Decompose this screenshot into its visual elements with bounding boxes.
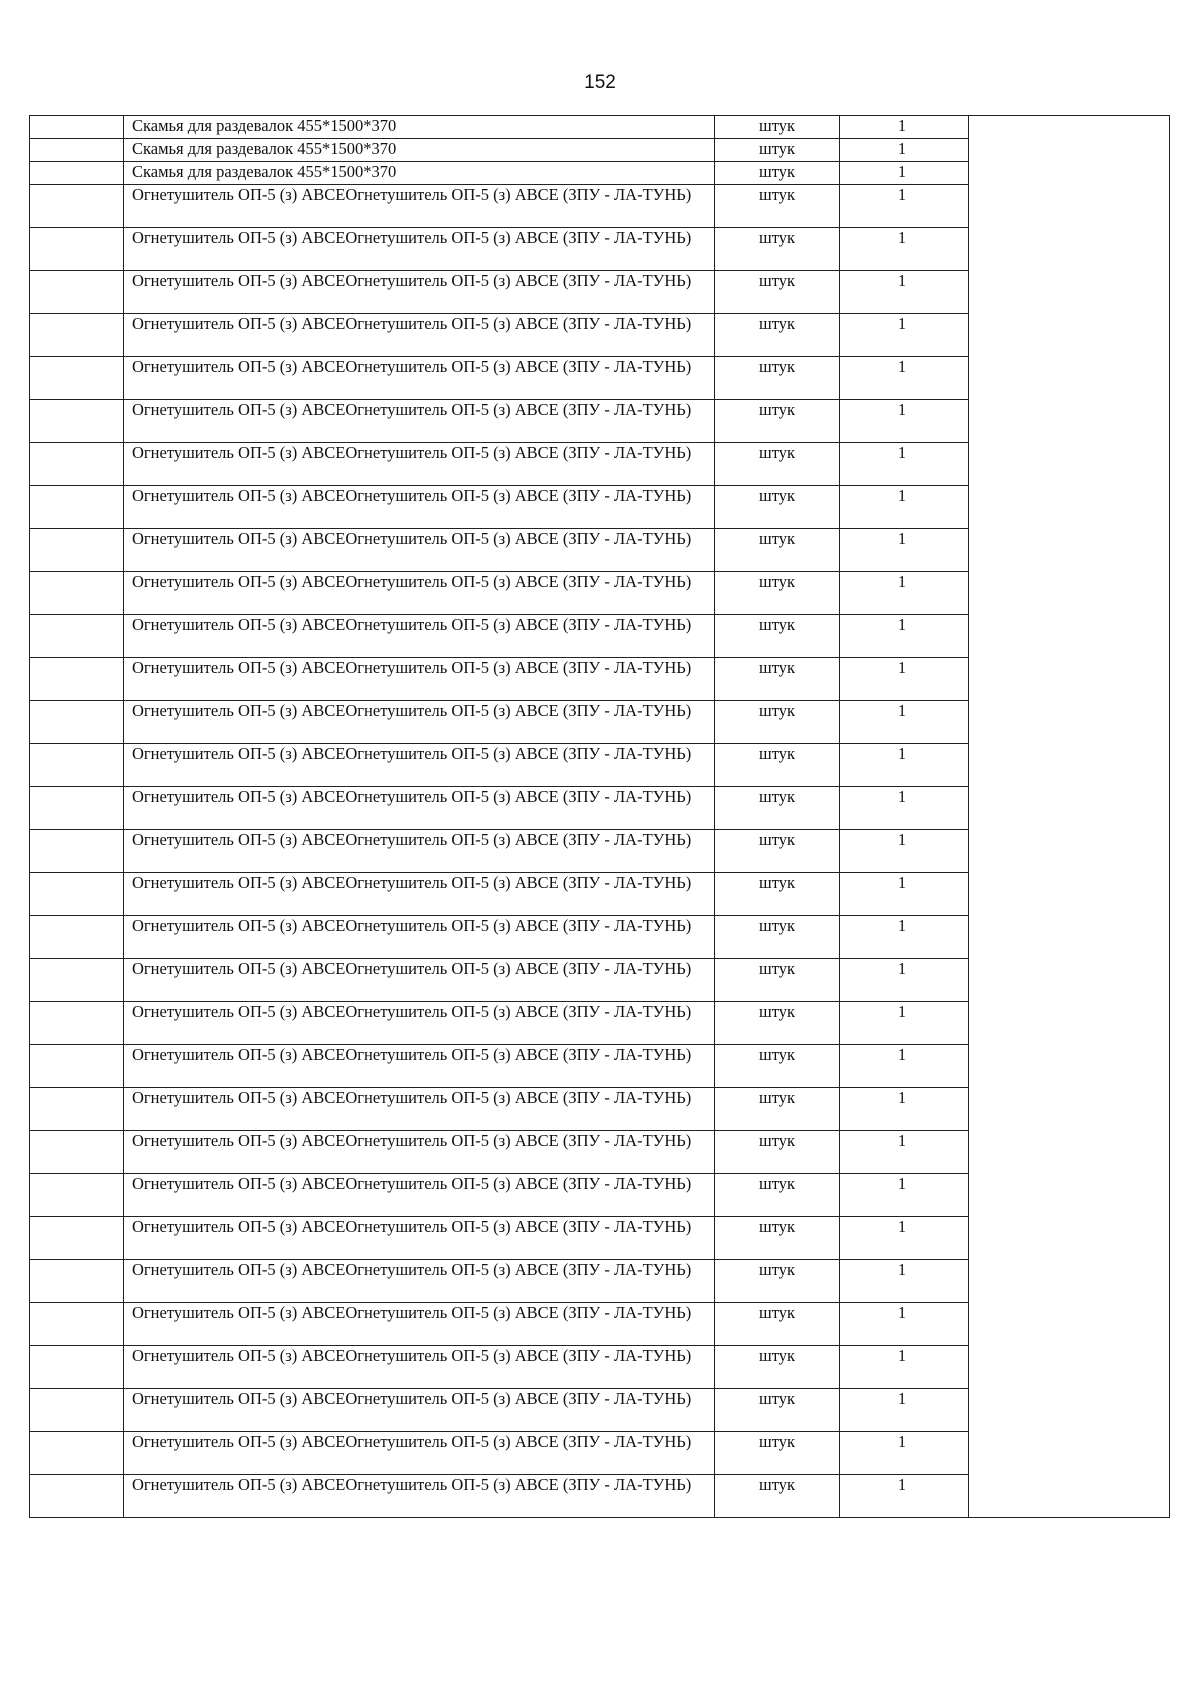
unit-cell: штук	[715, 486, 840, 529]
item-name-cell: Огнетушитель ОП-5 (з) АВСЕОгнетушитель ОП-5 (з) АВСЕ (ЗПУ - ЛА-ТУНЬ)	[124, 830, 715, 873]
quantity-cell: 1	[840, 787, 969, 830]
unit-cell: штук	[715, 1432, 840, 1475]
item-name-cell: Огнетушитель ОП-5 (з) АВСЕОгнетушитель ОП-5 (з) АВСЕ (ЗПУ - ЛА-ТУНЬ)	[124, 1475, 715, 1518]
row-number-cell	[30, 744, 124, 787]
quantity-cell: 1	[840, 1346, 969, 1389]
page-number: 152	[584, 72, 616, 93]
quantity-cell: 1	[840, 1475, 969, 1518]
item-name-cell: Огнетушитель ОП-5 (з) АВСЕОгнетушитель ОП-5 (з) АВСЕ (ЗПУ - ЛА-ТУНЬ)	[124, 572, 715, 615]
quantity-cell: 1	[840, 139, 969, 162]
row-number-cell	[30, 658, 124, 701]
item-name-cell: Огнетушитель ОП-5 (з) АВСЕОгнетушитель ОП-5 (з) АВСЕ (ЗПУ - ЛА-ТУНЬ)	[124, 271, 715, 314]
item-name-cell: Скамья для раздевалок 455*1500*370	[124, 139, 715, 162]
quantity-cell: 1	[840, 1088, 969, 1131]
item-name-cell: Огнетушитель ОП-5 (з) АВСЕОгнетушитель ОП-5 (з) АВСЕ (ЗПУ - ЛА-ТУНЬ)	[124, 658, 715, 701]
unit-cell: штук	[715, 744, 840, 787]
quantity-cell: 1	[840, 916, 969, 959]
item-name-cell: Огнетушитель ОП-5 (з) АВСЕОгнетушитель ОП-5 (з) АВСЕ (ЗПУ - ЛА-ТУНЬ)	[124, 1088, 715, 1131]
quantity-cell: 1	[840, 1260, 969, 1303]
row-number-cell	[30, 916, 124, 959]
unit-cell: штук	[715, 1002, 840, 1045]
quantity-cell: 1	[840, 1303, 969, 1346]
unit-cell: штук	[715, 357, 840, 400]
row-number-cell	[30, 701, 124, 744]
row-number-cell	[30, 271, 124, 314]
row-number-cell	[30, 873, 124, 916]
item-name-cell: Огнетушитель ОП-5 (з) АВСЕОгнетушитель ОП-5 (з) АВСЕ (ЗПУ - ЛА-ТУНЬ)	[124, 1389, 715, 1432]
quantity-cell: 1	[840, 443, 969, 486]
row-number-cell	[30, 1389, 124, 1432]
quantity-cell: 1	[840, 1131, 969, 1174]
item-name-cell: Огнетушитель ОП-5 (з) АВСЕОгнетушитель ОП-5 (з) АВСЕ (ЗПУ - ЛА-ТУНЬ)	[124, 615, 715, 658]
inventory-table	[29, 115, 1170, 1518]
item-name-cell: Скамья для раздевалок 455*1500*370	[124, 116, 715, 139]
quantity-cell: 1	[840, 1389, 969, 1432]
unit-cell: штук	[715, 185, 840, 228]
item-name-cell: Огнетушитель ОП-5 (з) АВСЕОгнетушитель ОП-5 (з) АВСЕ (ЗПУ - ЛА-ТУНЬ)	[124, 1432, 715, 1475]
unit-cell: штук	[715, 787, 840, 830]
row-number-cell	[30, 139, 124, 162]
row-number-cell	[30, 1346, 124, 1389]
quantity-cell: 1	[840, 162, 969, 185]
unit-cell: штук	[715, 228, 840, 271]
row-number-cell	[30, 1217, 124, 1260]
quantity-cell: 1	[840, 400, 969, 443]
item-name-cell: Огнетушитель ОП-5 (з) АВСЕОгнетушитель ОП-5 (з) АВСЕ (ЗПУ - ЛА-ТУНЬ)	[124, 1131, 715, 1174]
item-name-cell: Огнетушитель ОП-5 (з) АВСЕОгнетушитель ОП-5 (з) АВСЕ (ЗПУ - ЛА-ТУНЬ)	[124, 1002, 715, 1045]
quantity-cell: 1	[840, 486, 969, 529]
row-number-cell	[30, 357, 124, 400]
unit-cell: штук	[715, 615, 840, 658]
unit-cell: штук	[715, 529, 840, 572]
item-name-cell: Огнетушитель ОП-5 (з) АВСЕОгнетушитель ОП-5 (з) АВСЕ (ЗПУ - ЛА-ТУНЬ)	[124, 185, 715, 228]
row-number-cell	[30, 228, 124, 271]
unit-cell: штук	[715, 1174, 840, 1217]
unit-cell: штук	[715, 1088, 840, 1131]
unit-cell: штук	[715, 916, 840, 959]
item-name-cell: Огнетушитель ОП-5 (з) АВСЕОгнетушитель ОП-5 (з) АВСЕ (ЗПУ - ЛА-ТУНЬ)	[124, 400, 715, 443]
item-name-cell: Огнетушитель ОП-5 (з) АВСЕОгнетушитель ОП-5 (з) АВСЕ (ЗПУ - ЛА-ТУНЬ)	[124, 1346, 715, 1389]
unit-cell: штук	[715, 658, 840, 701]
row-number-cell	[30, 1475, 124, 1518]
row-number-cell	[30, 1131, 124, 1174]
item-name-cell: Огнетушитель ОП-5 (з) АВСЕОгнетушитель ОП-5 (з) АВСЕ (ЗПУ - ЛА-ТУНЬ)	[124, 443, 715, 486]
unit-cell: штук	[715, 1260, 840, 1303]
unit-cell: штук	[715, 830, 840, 873]
unit-cell: штук	[715, 1303, 840, 1346]
row-number-cell	[30, 1174, 124, 1217]
row-number-cell	[30, 314, 124, 357]
inventory-table-container	[29, 115, 1170, 1518]
notes-cell	[969, 116, 1170, 1518]
row-number-cell	[30, 959, 124, 1002]
item-name-cell: Огнетушитель ОП-5 (з) АВСЕОгнетушитель ОП-5 (з) АВСЕ (ЗПУ - ЛА-ТУНЬ)	[124, 486, 715, 529]
unit-cell: штук	[715, 873, 840, 916]
unit-cell: штук	[715, 162, 840, 185]
item-name-cell: Огнетушитель ОП-5 (з) АВСЕОгнетушитель ОП-5 (з) АВСЕ (ЗПУ - ЛА-ТУНЬ)	[124, 787, 715, 830]
row-number-cell	[30, 1002, 124, 1045]
item-name-cell: Огнетушитель ОП-5 (з) АВСЕОгнетушитель ОП-5 (з) АВСЕ (ЗПУ - ЛА-ТУНЬ)	[124, 1217, 715, 1260]
item-name-cell: Огнетушитель ОП-5 (з) АВСЕОгнетушитель ОП-5 (з) АВСЕ (ЗПУ - ЛА-ТУНЬ)	[124, 228, 715, 271]
item-name-cell: Огнетушитель ОП-5 (з) АВСЕОгнетушитель ОП-5 (з) АВСЕ (ЗПУ - ЛА-ТУНЬ)	[124, 873, 715, 916]
item-name-cell: Огнетушитель ОП-5 (з) АВСЕОгнетушитель ОП-5 (з) АВСЕ (ЗПУ - ЛА-ТУНЬ)	[124, 1260, 715, 1303]
row-number-cell	[30, 1088, 124, 1131]
unit-cell: штук	[715, 443, 840, 486]
item-name-cell: Огнетушитель ОП-5 (з) АВСЕОгнетушитель ОП-5 (з) АВСЕ (ЗПУ - ЛА-ТУНЬ)	[124, 1174, 715, 1217]
quantity-cell: 1	[840, 830, 969, 873]
unit-cell: штук	[715, 1389, 840, 1432]
unit-cell: штук	[715, 139, 840, 162]
row-number-cell	[30, 1303, 124, 1346]
quantity-cell: 1	[840, 959, 969, 1002]
quantity-cell: 1	[840, 744, 969, 787]
quantity-cell: 1	[840, 572, 969, 615]
row-number-cell	[30, 116, 124, 139]
quantity-cell: 1	[840, 701, 969, 744]
row-number-cell	[30, 830, 124, 873]
row-number-cell	[30, 529, 124, 572]
quantity-cell: 1	[840, 271, 969, 314]
item-name-cell: Огнетушитель ОП-5 (з) АВСЕОгнетушитель ОП-5 (з) АВСЕ (ЗПУ - ЛА-ТУНЬ)	[124, 916, 715, 959]
unit-cell: штук	[715, 572, 840, 615]
item-name-cell: Огнетушитель ОП-5 (з) АВСЕОгнетушитель ОП-5 (з) АВСЕ (ЗПУ - ЛА-ТУНЬ)	[124, 1045, 715, 1088]
quantity-cell: 1	[840, 1432, 969, 1475]
row-number-cell	[30, 1045, 124, 1088]
quantity-cell: 1	[840, 1217, 969, 1260]
unit-cell: штук	[715, 959, 840, 1002]
table-row	[30, 116, 1170, 139]
quantity-cell: 1	[840, 615, 969, 658]
unit-cell: штук	[715, 400, 840, 443]
unit-cell: штук	[715, 701, 840, 744]
row-number-cell	[30, 443, 124, 486]
row-number-cell	[30, 572, 124, 615]
item-name-cell: Огнетушитель ОП-5 (з) АВСЕОгнетушитель ОП-5 (з) АВСЕ (ЗПУ - ЛА-ТУНЬ)	[124, 357, 715, 400]
quantity-cell: 1	[840, 185, 969, 228]
quantity-cell: 1	[840, 1002, 969, 1045]
item-name-cell: Огнетушитель ОП-5 (з) АВСЕОгнетушитель ОП-5 (з) АВСЕ (ЗПУ - ЛА-ТУНЬ)	[124, 1303, 715, 1346]
quantity-cell: 1	[840, 873, 969, 916]
inventory-table-body	[30, 116, 1170, 1518]
row-number-cell	[30, 185, 124, 228]
row-number-cell	[30, 486, 124, 529]
item-name-cell: Огнетушитель ОП-5 (з) АВСЕОгнетушитель ОП-5 (з) АВСЕ (ЗПУ - ЛА-ТУНЬ)	[124, 701, 715, 744]
quantity-cell: 1	[840, 314, 969, 357]
quantity-cell: 1	[840, 228, 969, 271]
row-number-cell	[30, 615, 124, 658]
row-number-cell	[30, 787, 124, 830]
unit-cell: штук	[715, 1217, 840, 1260]
quantity-cell: 1	[840, 357, 969, 400]
unit-cell: штук	[715, 271, 840, 314]
unit-cell: штук	[715, 1346, 840, 1389]
row-number-cell	[30, 1260, 124, 1303]
unit-cell: штук	[715, 116, 840, 139]
item-name-cell: Огнетушитель ОП-5 (з) АВСЕОгнетушитель ОП-5 (з) АВСЕ (ЗПУ - ЛА-ТУНЬ)	[124, 744, 715, 787]
quantity-cell: 1	[840, 1045, 969, 1088]
unit-cell: штук	[715, 1475, 840, 1518]
row-number-cell	[30, 1432, 124, 1475]
quantity-cell: 1	[840, 1174, 969, 1217]
item-name-cell: Огнетушитель ОП-5 (з) АВСЕОгнетушитель ОП-5 (з) АВСЕ (ЗПУ - ЛА-ТУНЬ)	[124, 959, 715, 1002]
unit-cell: штук	[715, 314, 840, 357]
unit-cell: штук	[715, 1131, 840, 1174]
row-number-cell	[30, 162, 124, 185]
item-name-cell: Огнетушитель ОП-5 (з) АВСЕОгнетушитель ОП-5 (з) АВСЕ (ЗПУ - ЛА-ТУНЬ)	[124, 314, 715, 357]
quantity-cell: 1	[840, 529, 969, 572]
quantity-cell: 1	[840, 658, 969, 701]
unit-cell: штук	[715, 1045, 840, 1088]
item-name-cell: Скамья для раздевалок 455*1500*370	[124, 162, 715, 185]
row-number-cell	[30, 400, 124, 443]
quantity-cell: 1	[840, 116, 969, 139]
item-name-cell: Огнетушитель ОП-5 (з) АВСЕОгнетушитель ОП-5 (з) АВСЕ (ЗПУ - ЛА-ТУНЬ)	[124, 529, 715, 572]
